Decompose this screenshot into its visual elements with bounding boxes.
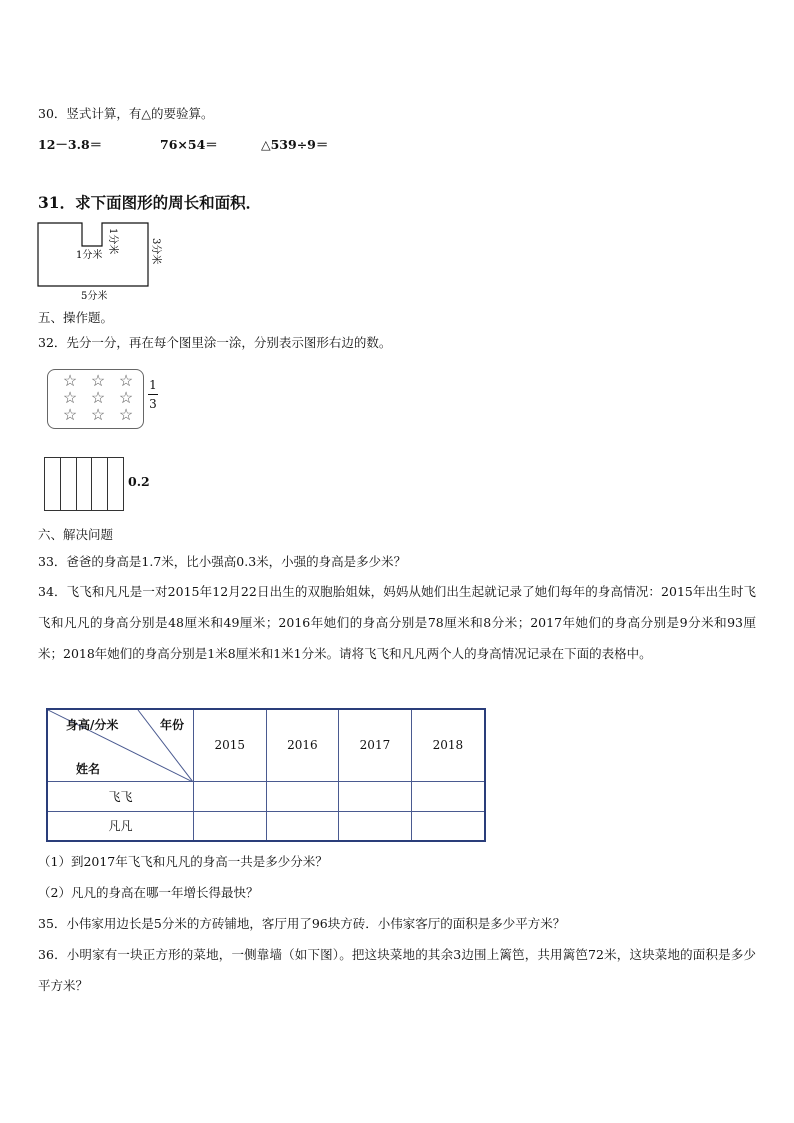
strip-section[interactable] [92, 458, 108, 510]
notch-width-label: 1分米 [76, 250, 103, 261]
year-header-2015: 2015 [194, 709, 267, 781]
table-cell[interactable] [266, 811, 339, 841]
q36-text: 36．小明家有一块正方形的菜地，一侧靠墙（如下图）。把这块菜地的其余3边围上篱笆，共用篱笆72米，这块菜地的面积是多少平方米？ [38, 947, 756, 993]
q30-title: 30．竖式计算，有△的要验算。 [38, 106, 214, 121]
table-cell[interactable] [411, 781, 485, 811]
table-cell[interactable] [411, 811, 485, 841]
base-label: 5分米 [81, 291, 108, 302]
table-cell[interactable] [339, 811, 412, 841]
table-corner-header [47, 709, 194, 781]
strip-section[interactable] [108, 458, 123, 510]
strip-rectangle [44, 457, 124, 511]
q33-text: 33．爸爸的身高是1.7米，比小强高0.3米，小强的身高是多少米？ [38, 554, 407, 569]
table-cell[interactable] [194, 811, 267, 841]
star-icon: ☆ [62, 388, 78, 407]
q31-title: 31．求下面图形的周长和面积． [38, 193, 262, 212]
fraction-denominator: 3 [149, 397, 157, 411]
notch-depth-label: 1分米 [107, 228, 118, 255]
q34-sub2: （2）凡凡的身高在哪一年增长得最快？ [38, 885, 259, 900]
star-icon: ☆ [118, 388, 134, 407]
year-header-2018: 2018 [411, 709, 485, 781]
q31-shape-figure [30, 218, 180, 304]
q32-title: 32．先分一分，再在每个图里涂一涂，分别表示图形右边的数。 [38, 335, 392, 350]
table-cell[interactable] [266, 781, 339, 811]
star-icon: ☆ [62, 405, 78, 424]
fraction-numerator: 1 [149, 378, 157, 392]
q30-expr-1: 12－3.8＝ [38, 137, 103, 152]
section-6-heading: 六、解决问题 [38, 527, 114, 542]
q30-expr-2: 76×54＝ [160, 137, 218, 152]
strip-section[interactable] [45, 458, 61, 510]
star-icon: ☆ [90, 388, 106, 407]
table-cell[interactable] [339, 781, 412, 811]
header-height-label: 身高/分米 [66, 718, 119, 732]
strip-section[interactable] [61, 458, 77, 510]
table-cell[interactable] [194, 781, 267, 811]
strip-section[interactable] [77, 458, 93, 510]
name-feifei: 飞飞 [47, 781, 194, 811]
fraction-bar [148, 394, 158, 395]
decimal-label: 0.2 [128, 474, 150, 489]
table-row [47, 781, 485, 811]
q30-expr-3: △539÷9＝ [261, 137, 329, 152]
star-icon: ☆ [62, 371, 78, 390]
q35-text: 35．小伟家用边长是5分米的方砖铺地，客厅用了96块方砖．小伟家客厅的面积是多少平方米？ [38, 916, 566, 931]
name-fanfan: 凡凡 [47, 811, 194, 841]
height-label: 3分米 [150, 238, 161, 265]
star-icon: ☆ [90, 371, 106, 390]
q34-sub1: （1）到2017年飞飞和凡凡的身高一共是多少分米？ [38, 854, 328, 869]
star-box [47, 369, 144, 429]
height-table [46, 708, 486, 842]
section-5-heading: 五、操作题。 [38, 310, 114, 325]
header-name-label: 姓名 [76, 762, 101, 776]
year-header-2017: 2017 [339, 709, 412, 781]
year-header-2016: 2016 [266, 709, 339, 781]
header-year-label: 年份 [160, 718, 185, 732]
star-icon: ☆ [118, 371, 134, 390]
star-icon: ☆ [90, 405, 106, 424]
fraction-one-third [148, 378, 158, 411]
q34-text: 34．飞飞和凡凡是一对2015年12月22日出生的双胞胎姐妹，妈妈从她们出生起就记录了她们每年的身高情况：2015年出生时飞飞和凡凡的身高分别是48厘米和49厘米；2016年她们的身高分别是78厘米和8分米；2017年她们的身高分别是9分米和93厘米；2018年她们的身高分别是1米8厘米和1米1分米。请将飞飞和凡凡两个人的身高情况记录在下面的表格中。 [38, 584, 756, 661]
table-row [47, 811, 485, 841]
star-icon: ☆ [118, 405, 134, 424]
